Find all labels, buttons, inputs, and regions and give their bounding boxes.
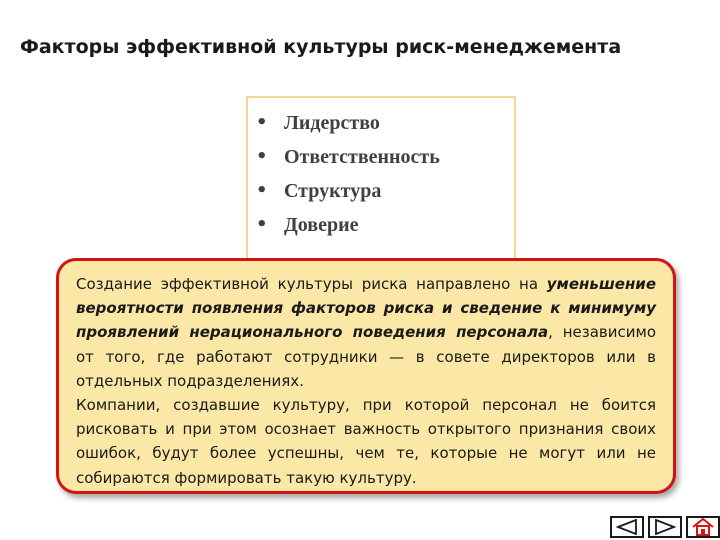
factors-list	[256, 106, 440, 242]
callout-paragraph-1	[76, 272, 656, 393]
bullet-icon: •	[256, 214, 268, 235]
forward-button[interactable]	[648, 516, 682, 538]
factor-item	[256, 106, 440, 140]
callout-emphasis: уменьшение вероятности появления факторов риска и сведение к минимуму проявлений нерационального поведения персонала	[76, 275, 656, 342]
factor-item	[256, 140, 440, 174]
factor-item	[256, 174, 440, 208]
bullet-icon: •	[256, 112, 268, 133]
back-button[interactable]	[610, 516, 644, 538]
factor-label: Лидерство	[284, 112, 380, 134]
back-icon	[614, 519, 640, 535]
factor-label: Структура	[284, 180, 382, 202]
home-button[interactable]	[686, 516, 720, 538]
home-icon	[690, 518, 716, 536]
callout-box	[56, 258, 676, 494]
bullet-icon: •	[256, 146, 268, 167]
forward-icon	[652, 519, 678, 535]
factor-label: Ответственность	[284, 146, 440, 168]
slide-title: Факторы эффективной культуры риск-менеджемента	[20, 36, 622, 58]
slide-navigation	[610, 516, 720, 538]
bullet-icon: •	[256, 180, 268, 201]
callout-paragraph-2: Компании, создавшие культуру, при которой персонал не боится рисковать и при этом осознает важность открытого признания своих ошибок, будут более успешны, чем те, которые не могут или не собираются формировать такую культуру.	[76, 396, 656, 487]
factor-label: Доверие	[284, 214, 359, 236]
callout-text: Создание эффективной культуры риска направлено на	[76, 275, 547, 293]
callout-text-tail: , независимо от того, где работают сотрудники — в совете директоров или в отдельных подразделениях.	[76, 323, 656, 390]
factor-item	[256, 208, 440, 242]
